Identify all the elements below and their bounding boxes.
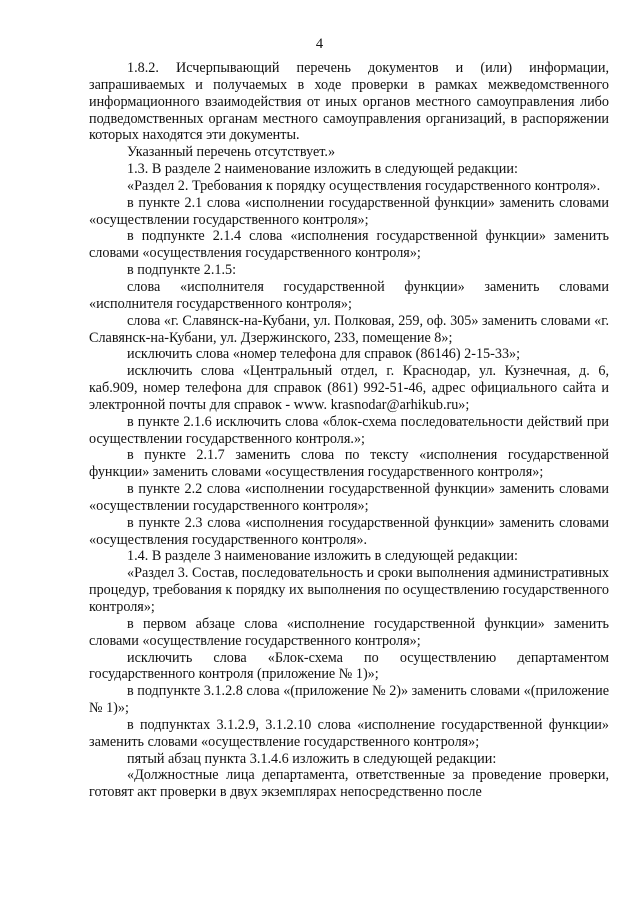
paragraph: пятый абзац пункта 3.1.4.6 изложить в следующей редакции: [127,750,497,767]
paragraph: в пункте 2.1.7 заменить слова по тексту «исполнения государственной функции» заменить словами «осуществления государственного контроля»; [89,447,609,481]
paragraph: исключить слова «номер телефона для справок (86146) 2-15-33»; [127,346,521,363]
paragraph: 1.8.2. Исчерпывающий перечень документов и (или) информации, запрашиваемых и получаемых в ходе проверки в рамках межведомственного информационного взаимодействия от иных органов местного самоуправления либо подведомственных органам местного самоуправления организаций, в распоряжении которых находятся эти документы. [89,60,609,144]
paragraph: в подпункте 2.1.4 слова «исполнения государственной функции» заменить словами «осуществления государственного контроля»; [89,228,609,262]
paragraph: «Раздел 2. Требования к порядку осуществления государственного контроля». [127,177,601,194]
page-number: 4 [315,36,324,52]
paragraph: в подпункте 2.1.5: [127,262,237,279]
paragraph: слова «г. Славянск-на-Кубани, ул. Полковая, 259, оф. 305» заменить словами «г. Славянск-на-Кубани, ул. Дзержинского, 233, помещение 8»; [89,312,609,346]
paragraph: «Должностные лица департамента, ответственные за проведение проверки, готовят акт проверки в двух экземплярах непосредственно после [89,767,609,801]
paragraph: исключить слова «Блок-схема по осуществлению департаментом государственного контроля (приложение № 1)»; [89,649,609,683]
document-body [89,60,609,801]
paragraph: 1.3. В разделе 2 наименование изложить в следующей редакции: [127,161,518,178]
paragraph: в подпункте 3.1.2.8 слова «(приложение № 2)» заменить словами «(приложение № 1)»; [89,683,609,717]
paragraph: в пункте 2.2 слова «исполнении государственной функции» заменить словами «осуществлении государственного контроля»; [89,481,609,514]
paragraph: исключить слова «Центральный отдел, г. Краснодар, ул. Кузнечная, д. 6, каб.909, номер телефона для справок (861) 992-51-46, адрес официального сайта и электронной почты для справок - www. krasnodar@arhikub.ru»; [89,363,609,413]
paragraph: Указанный перечень отсутствует.» [127,144,336,161]
paragraph: в пункте 2.1 слова «исполнении государственной функции» заменить словами «осуществлении государственного контроля»; [89,194,609,228]
paragraph: «Раздел 3. Состав, последовательность и сроки выполнения административных процедур, требования к порядку их выполнения по осуществлению государственного контроля»; [89,565,609,615]
paragraph: в пункте 2.3 слова «исполнения государственной функции» заменить словами «осуществления государственного контроля». [89,514,609,548]
paragraph: в подпунктах 3.1.2.9, 3.1.2.10 слова «исполнение государственной функции» заменить словами «осуществление государственного контроля»; [89,716,609,750]
paragraph: в первом абзаце слова «исполнение государственной функции» заменить словами «осуществление государственного контроля»; [89,615,609,649]
paragraph: слова «исполнителя государственной функции» заменить словами «исполнителя государственного контроля»; [89,278,609,312]
paragraph: в пункте 2.1.6 исключить слова «блок-схема последовательности действий при осуществлении государственного контроля.»; [89,413,609,447]
paragraph: 1.4. В разделе 3 наименование изложить в следующей редакции: [127,548,518,565]
